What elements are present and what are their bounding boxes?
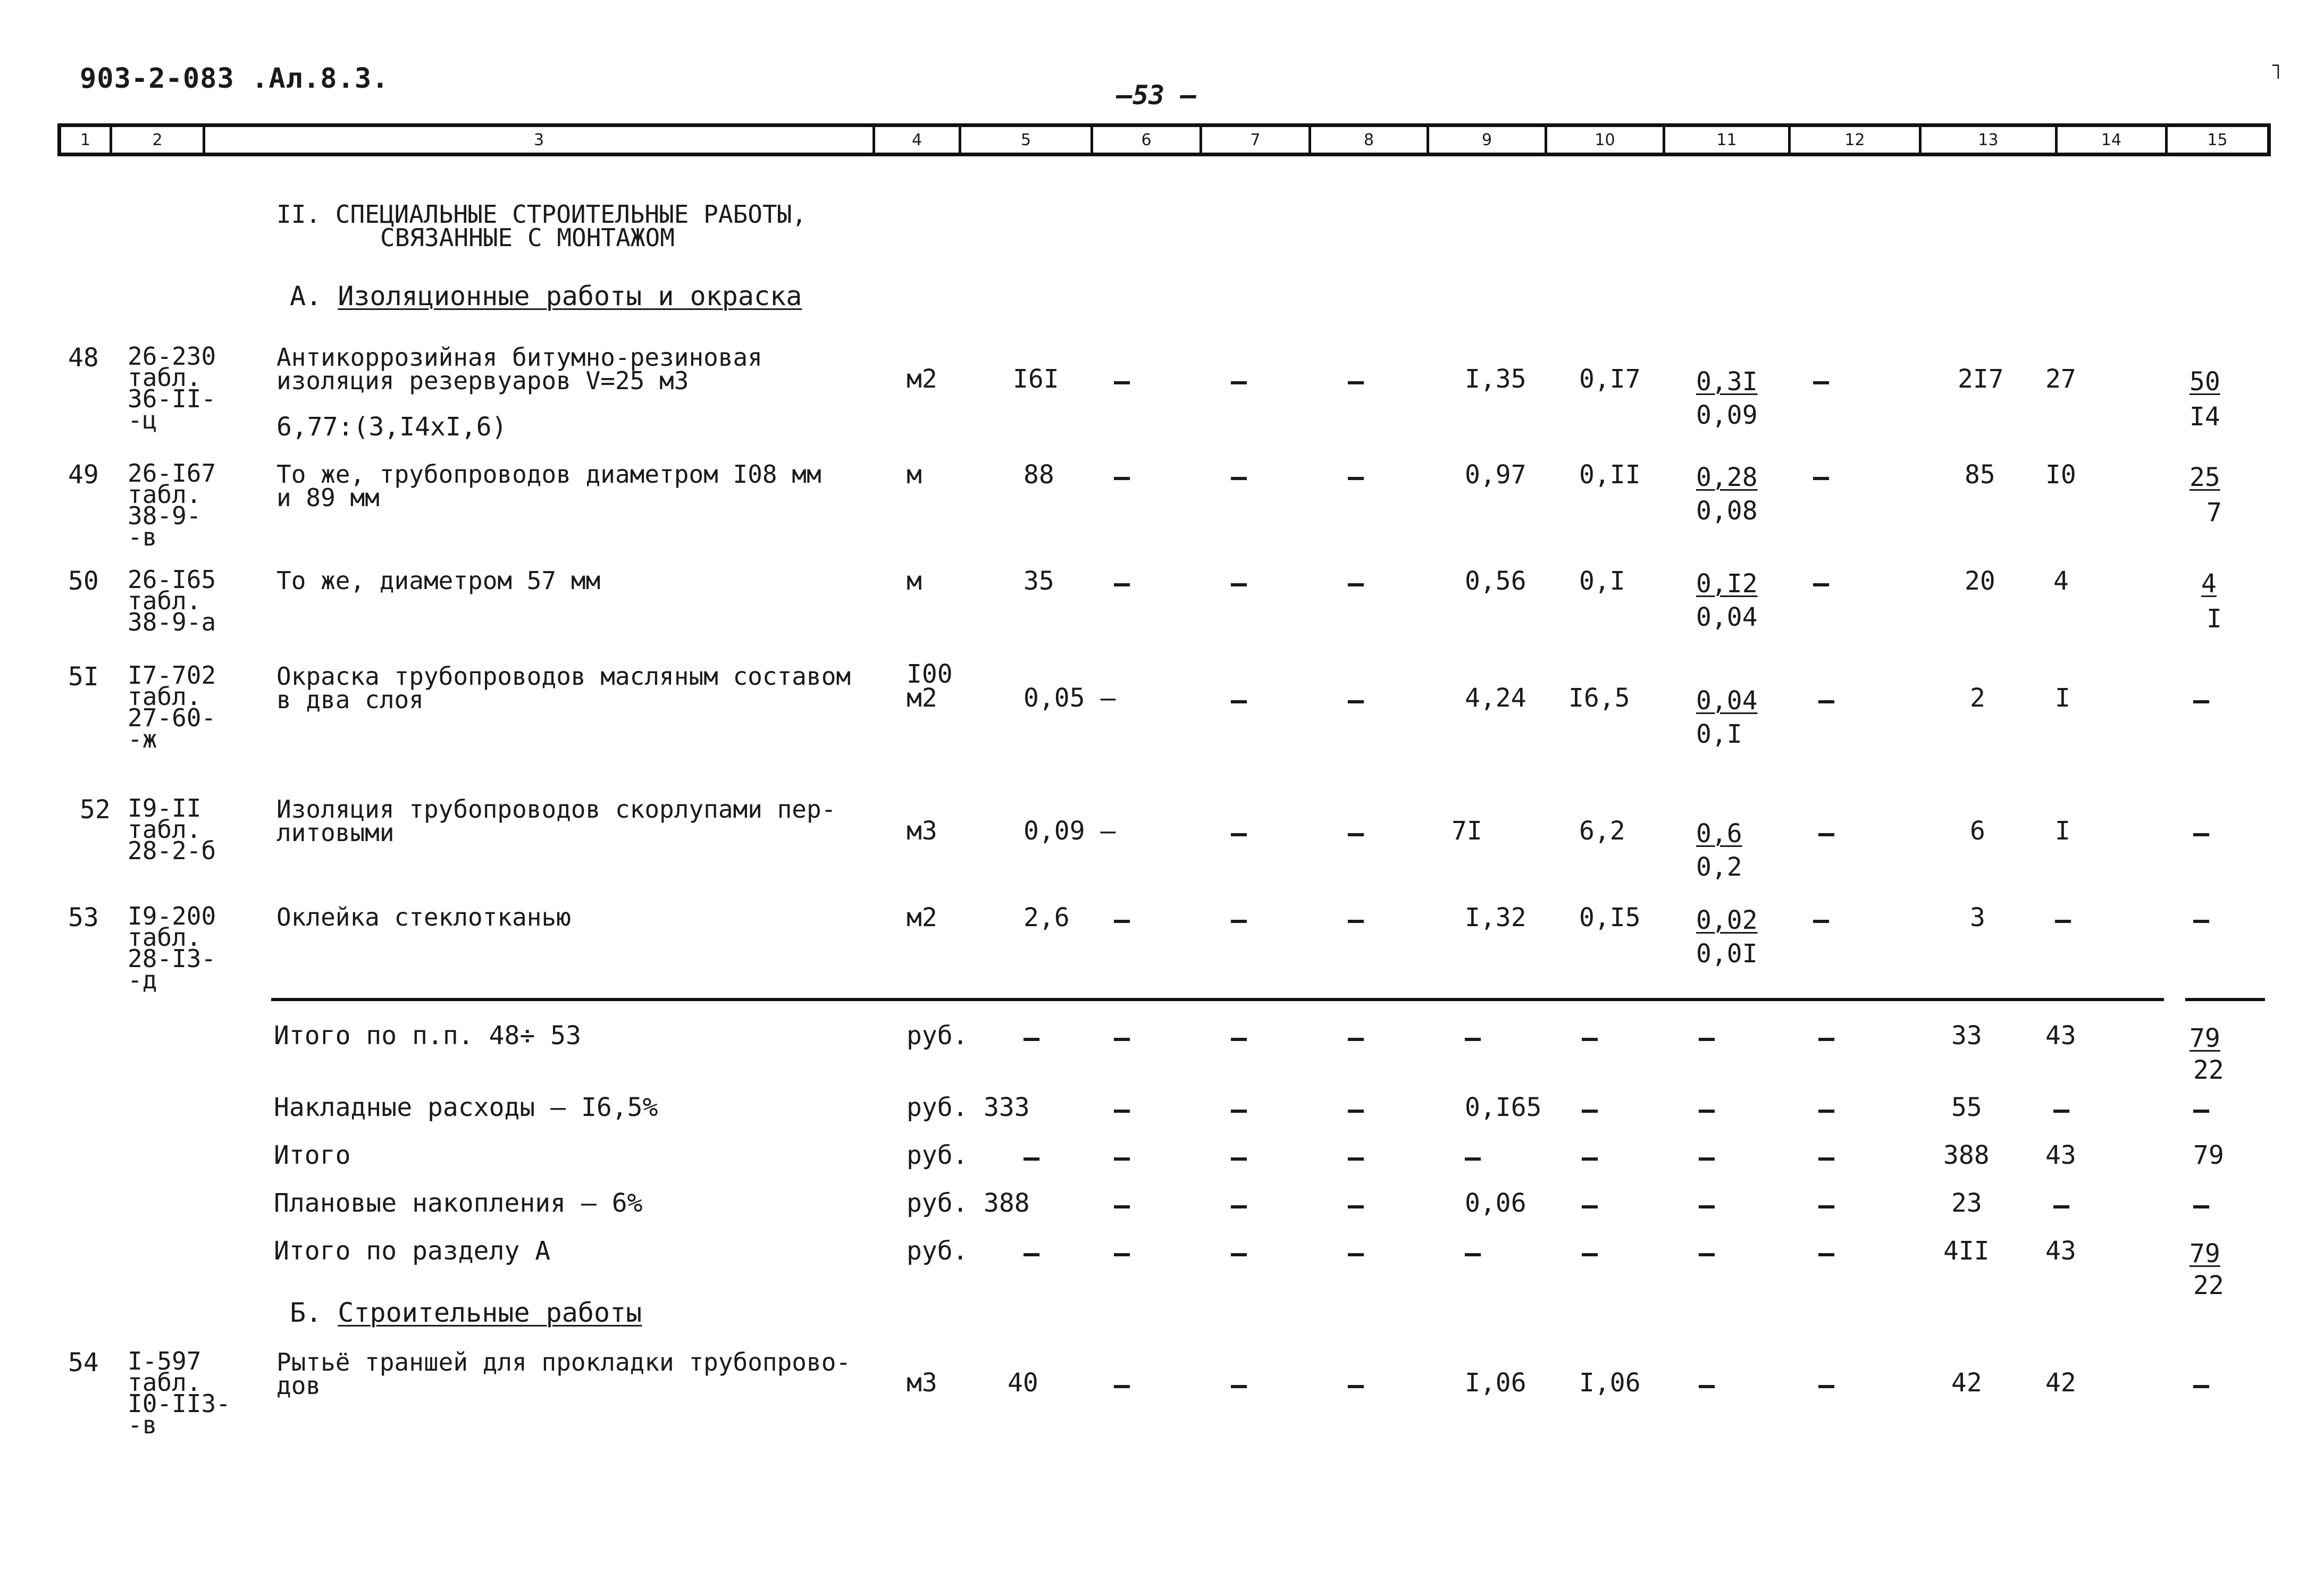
unit: м2 (907, 903, 937, 933)
col8-value: – (1348, 818, 1364, 849)
code-line: 26-I67 (128, 459, 216, 488)
document-code: 903-2-083 .Ал.8.3. (80, 63, 389, 95)
col15-bottom: I4 (2189, 402, 2220, 432)
col10-value: 0,I (1579, 566, 1625, 596)
col-header-1: 1 (61, 127, 112, 153)
col-header-8: 8 (1311, 127, 1429, 153)
subsection-b-prefix: Б. (290, 1297, 322, 1328)
quantity: I6I (1013, 364, 1059, 394)
col-header-9: 9 (1429, 127, 1547, 153)
row-number: 52 (80, 795, 111, 825)
col11-bottom: 0,0I (1696, 939, 1758, 969)
col13-value: 55 (1951, 1093, 1982, 1122)
quantity: 35 (1023, 566, 1054, 596)
subsection-b-heading (290, 1297, 642, 1328)
column-number-strip (57, 123, 2271, 156)
desc-line: То же, диаметром 57 мм (276, 566, 601, 595)
code-line: I0-II3- (128, 1389, 231, 1418)
code-line: табл. (128, 1368, 202, 1397)
col9-value: 0,97 (1465, 460, 1526, 490)
unit: м2 (907, 683, 937, 713)
col10-value: – (1582, 1190, 1598, 1221)
totals-label: Накладные расходы – I6,5% (274, 1093, 658, 1122)
page-number: —53 — (1117, 80, 1197, 111)
col12-value: – (1818, 818, 1835, 849)
code-line: 38-9- (128, 501, 202, 530)
col13-value: 23 (1951, 1188, 1982, 1218)
unit: руб. (907, 1021, 968, 1051)
col9-value: – (1465, 1022, 1481, 1053)
col-header-15: 15 (2207, 130, 2228, 149)
col13-value: 3 (1970, 903, 1985, 933)
desc-line: То же, трубопроводов диаметром I08 мм (276, 460, 821, 489)
col15-top: 4 (2201, 569, 2217, 599)
col15-value: – (2193, 1370, 2210, 1400)
col8-value: – (1348, 366, 1364, 397)
col7-value: – (1231, 366, 1247, 397)
col9-value: 0,06 (1465, 1188, 1526, 1218)
col14-value: I0 (2045, 460, 2076, 490)
work-description (276, 1348, 851, 1400)
col15-bottom: 7 (2206, 498, 2222, 527)
code-line: I9-II (128, 794, 202, 822)
col-header-14: 14 (2058, 127, 2168, 153)
code-line: 36-II- (128, 384, 216, 413)
totals-label: Плановые накопления – 6% (274, 1188, 643, 1218)
col-header-11: 11 (1665, 127, 1791, 153)
col11-top: 0,04 (1696, 686, 1758, 716)
col12-value: – (1813, 366, 1830, 397)
col7-value: – (1231, 1142, 1247, 1173)
col-header-12: 12 (1791, 127, 1922, 153)
section-title-line2: СВЯЗАННЫЕ С МОНТАЖОМ (380, 223, 675, 252)
col8-value: – (1348, 1370, 1364, 1400)
corner-mark: ˥ (2269, 60, 2283, 84)
col6-value: – (1114, 1190, 1130, 1221)
totals-label: Итого по разделу А (274, 1236, 551, 1266)
totals-label: Итого (274, 1140, 351, 1170)
work-description (276, 662, 851, 714)
code-line: I-597 (128, 1347, 202, 1375)
col8-value: – (1348, 1238, 1364, 1269)
col7-value: – (1231, 1190, 1247, 1221)
work-description (276, 460, 821, 512)
code-line: 28-I3- (128, 944, 216, 973)
col11-value: – (1699, 1022, 1715, 1053)
desc-line: в два слоя (276, 685, 424, 714)
quantity: 0,09 – (1023, 816, 1116, 846)
col15-value: – (2193, 904, 2210, 935)
col13-value: 388 (1943, 1140, 1990, 1170)
unit: руб. (907, 1140, 968, 1170)
quantity: 0,05 – (1023, 683, 1116, 713)
col8-value: – (1348, 1022, 1364, 1053)
desc-line: Окраска трубопроводов масляным составом (276, 662, 851, 691)
row-number: 53 (68, 903, 99, 933)
col9-value: – (1465, 1142, 1481, 1173)
col10-value: – (1582, 1238, 1598, 1269)
row-number: 50 (68, 566, 99, 596)
col11-top: 0,6 (1696, 819, 1742, 849)
col7-value: – (1231, 1022, 1247, 1053)
col7-value: – (1231, 1370, 1247, 1400)
totals-separator-rule (271, 998, 2164, 1001)
col11-bottom: 0,I (1696, 719, 1742, 749)
col15-bottom: I (2206, 604, 2222, 634)
desc-line: Оклейка стеклотканью (276, 903, 571, 931)
row-number: 49 (68, 460, 99, 490)
col-header-3: 3 (205, 127, 875, 153)
subsection-b-title: Строительные работы (338, 1297, 642, 1328)
subsection-a-prefix: А. (290, 281, 322, 312)
col-header-2: 2 (112, 127, 205, 153)
code-line: табл. (128, 815, 202, 844)
desc-line: Антикоррозийная битумно-резиновая (276, 343, 762, 372)
col7-value: – (1231, 904, 1247, 935)
col8-value: – (1348, 1094, 1364, 1125)
col7-value: – (1231, 568, 1247, 599)
col8-value: – (1348, 568, 1364, 599)
col11-top: 0,28 (1696, 463, 1758, 492)
col10-value: 0,II (1579, 460, 1641, 490)
col11-top: 0,02 (1696, 905, 1758, 935)
col5-value: – (1023, 1022, 1040, 1053)
col12-value: – (1818, 1190, 1835, 1221)
col15-value: 79 (2193, 1140, 2224, 1170)
col12-value: – (1813, 461, 1830, 492)
code-line: -ц (128, 406, 157, 434)
col6-value: – (1114, 568, 1130, 599)
desc-line: Изоляция трубопроводов скорлупами пер- (276, 795, 836, 824)
code-line: табл. (128, 682, 202, 711)
col-header-5: 5 (961, 127, 1093, 153)
col13-value: 33 (1951, 1021, 1982, 1051)
code-line: I9-200 (128, 902, 216, 930)
col12-value: – (1813, 568, 1830, 599)
col6-value: – (1114, 1142, 1130, 1173)
col6-value: – (1114, 366, 1130, 397)
code-line: табл. (128, 586, 202, 615)
row-number: 48 (68, 343, 99, 373)
col-header-10: 10 (1547, 127, 1665, 153)
rate-code (128, 661, 216, 753)
col12-value: – (1818, 1370, 1835, 1400)
col15-top: 50 (2189, 367, 2220, 397)
col10-value: 6,2 (1579, 816, 1625, 846)
col9-value: I,35 (1465, 364, 1526, 394)
col8-value: – (1348, 1190, 1364, 1221)
col7-value: – (1231, 818, 1247, 849)
col6-value: – (1114, 1022, 1130, 1053)
col9-value: 4,24 (1465, 683, 1526, 713)
quantity: 2,6 (1023, 903, 1070, 933)
col13-value: 20 (1965, 566, 1995, 596)
col15-bottom: 22 (2193, 1271, 2224, 1300)
col9-value: 0,56 (1465, 566, 1526, 596)
col13-value: 2I7 (1958, 364, 2004, 394)
col10-value: 0,I7 (1579, 364, 1641, 394)
col13-value: 42 (1951, 1368, 1982, 1398)
desc-line: дов (276, 1371, 321, 1400)
work-description (276, 566, 601, 595)
subsection-a-heading (290, 281, 802, 312)
col14-value: 42 (2045, 1368, 2076, 1398)
unit: м2 (907, 364, 937, 394)
col-header-4: 4 (875, 127, 961, 153)
code-line: табл. (128, 363, 202, 392)
col12-value: – (1818, 1022, 1835, 1053)
desc-line: литовыми (276, 818, 395, 847)
section-title-line1: II. СПЕЦИАЛЬНЫЕ СТРОИТЕЛЬНЫЕ РАБОТЫ, (276, 200, 807, 229)
col5-value: 333 (984, 1093, 1030, 1122)
col11-top: 0,I2 (1696, 569, 1758, 599)
code-line: 27-60- (128, 703, 216, 732)
col11-bottom: 0,08 (1696, 496, 1758, 526)
col12-value: – (1818, 1094, 1835, 1125)
col14-value: – (2053, 1190, 2070, 1221)
col9-value: – (1465, 1238, 1481, 1269)
unit: руб. (907, 1188, 968, 1218)
col13-value: 4II (1943, 1236, 1990, 1266)
code-line: 28-2-б (128, 836, 216, 865)
col7-value: – (1231, 685, 1247, 716)
col11-value: – (1699, 1190, 1715, 1221)
work-description (276, 795, 836, 847)
col15-value: – (2193, 1094, 2210, 1125)
col14-value: 43 (2045, 1021, 2076, 1051)
col12-value: – (1813, 904, 1830, 935)
col7-value: – (1231, 1094, 1247, 1125)
row-number: 54 (68, 1348, 99, 1378)
col5-value: – (1023, 1142, 1040, 1173)
code-line: -в (128, 523, 157, 551)
col12-value: – (1818, 1238, 1835, 1269)
col6-value: – (1114, 461, 1130, 492)
col14-value: I (2055, 816, 2070, 846)
col15-value: – (2193, 818, 2210, 849)
col10-value: – (1582, 1142, 1598, 1173)
col10-value: I6,5 (1568, 683, 1630, 713)
col9-value: 7I (1452, 816, 1482, 846)
subsection-a-title: Изоляционные работы и окраска (338, 281, 802, 312)
col7-value: – (1231, 461, 1247, 492)
code-line: 26-I65 (128, 565, 216, 594)
rate-code (128, 565, 216, 636)
col15-top: 79 (2189, 1239, 2220, 1269)
col6-value: – (1114, 1094, 1130, 1125)
quantity: 40 (1008, 1368, 1038, 1398)
col12-value: – (1818, 685, 1835, 716)
col11-value: – (1699, 1238, 1715, 1269)
code-line: -д (128, 965, 157, 994)
col14-value: – (2053, 1094, 2070, 1125)
col13-value: 2 (1970, 683, 1985, 713)
rate-code (128, 902, 216, 994)
col14-value: 27 (2045, 364, 2076, 394)
code-line: -ж (128, 725, 157, 753)
col6-value: – (1114, 1370, 1130, 1400)
col13-value: 85 (1965, 460, 1995, 490)
calculation-note: 6,77:(3,I4xI,6) (276, 412, 507, 442)
col10-value: – (1582, 1094, 1598, 1125)
code-line: I7-702 (128, 661, 216, 690)
code-line: 38-9-а (128, 608, 216, 636)
col15-bottom: 22 (2193, 1055, 2224, 1085)
desc-line: и 89 мм (276, 483, 380, 512)
col9-value: 0,I65 (1465, 1093, 1542, 1122)
col15-top: 25 (2189, 463, 2220, 492)
totals-label: Итого по п.п. 48÷ 53 (274, 1021, 581, 1051)
work-description (276, 343, 762, 395)
unit: м (907, 460, 922, 490)
col6-value: – (1114, 1238, 1130, 1269)
col11-bottom: 0,04 (1696, 602, 1758, 632)
unit: м3 (907, 1368, 937, 1398)
col9-value: I,32 (1465, 903, 1526, 933)
col5-value: 388 (984, 1188, 1030, 1218)
desc-line: изоляция резервуаров V=25 м3 (276, 366, 689, 395)
rate-code (128, 342, 216, 434)
col9-value: I,06 (1465, 1368, 1526, 1398)
rate-code (128, 1347, 231, 1439)
unit: м (907, 566, 922, 596)
code-line: табл. (128, 923, 202, 952)
totals-separator-rule-col15 (2185, 998, 2265, 1001)
col14-value: 43 (2045, 1140, 2076, 1170)
unit: руб. (907, 1093, 968, 1122)
col15-value: – (2193, 1190, 2210, 1221)
col14-value: – (2055, 904, 2071, 935)
col14-value: 43 (2045, 1236, 2076, 1266)
work-description (276, 905, 571, 929)
col12-value: – (1818, 1142, 1835, 1173)
col13-value: 6 (1970, 816, 1985, 846)
unit-multiplier: I00 (907, 659, 953, 689)
col11-value: – (1699, 1142, 1715, 1173)
col8-value: – (1348, 685, 1364, 716)
col11-value: – (1699, 1094, 1715, 1125)
rate-code (128, 794, 216, 865)
row-number: 5I (68, 662, 99, 692)
col14-value: 4 (2053, 566, 2069, 596)
col10-value: – (1582, 1022, 1598, 1053)
col-header-7: 7 (1202, 127, 1311, 153)
col8-value: – (1348, 904, 1364, 935)
col11-bottom: 0,09 (1696, 400, 1758, 430)
rate-code (128, 459, 216, 551)
col8-value: – (1348, 461, 1364, 492)
code-line: -в (128, 1411, 157, 1439)
col7-value: – (1231, 1238, 1247, 1269)
col11-top: 0,3I (1696, 367, 1758, 397)
col10-value: 0,I5 (1579, 903, 1641, 933)
code-line: 26-230 (128, 342, 216, 371)
col11-value: – (1699, 1370, 1715, 1400)
unit: руб. (907, 1236, 968, 1266)
desc-line: Рытьё траншей для прокладки трубопрово- (276, 1348, 851, 1376)
col5-value: – (1023, 1238, 1040, 1269)
col14-value: I (2055, 683, 2070, 713)
col8-value: – (1348, 1142, 1364, 1173)
col6-value: – (1114, 904, 1130, 935)
col10-value: I,06 (1579, 1368, 1641, 1398)
col-header-6: 6 (1093, 127, 1202, 153)
unit: м3 (907, 816, 937, 846)
col-header-13: 13 (1922, 127, 2058, 153)
code-line: табл. (128, 480, 202, 509)
quantity: 88 (1023, 460, 1054, 490)
col11-bottom: 0,2 (1696, 852, 1742, 882)
col15-top: 79 (2189, 1023, 2220, 1053)
col15-value: – (2193, 685, 2210, 716)
